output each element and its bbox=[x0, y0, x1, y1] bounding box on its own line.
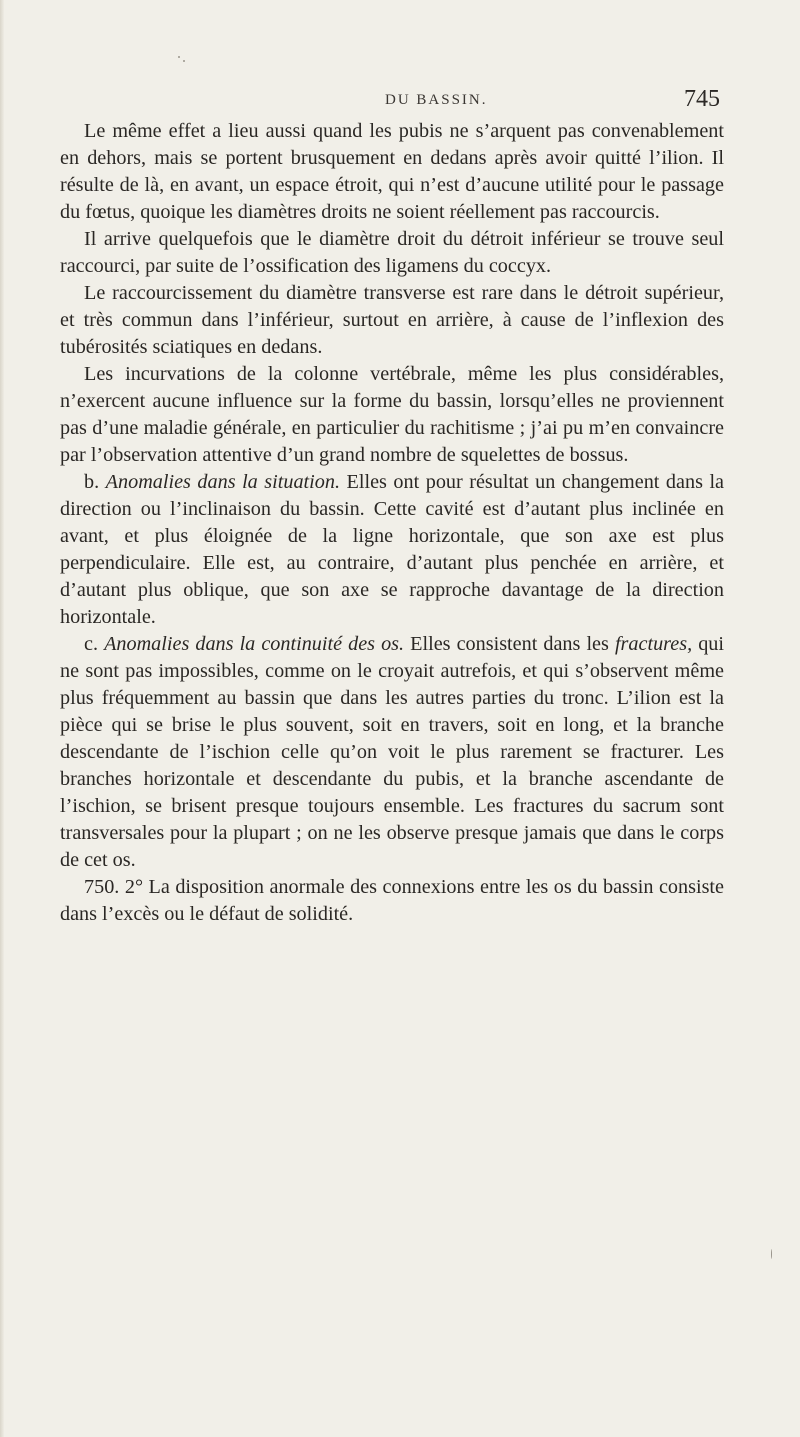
item-letter: c. bbox=[84, 633, 105, 655]
paragraph-1: Le même effet a lieu aussi quand les pubis ne s’arquent pas convenablement en dehors, mais se portent brusquement en dedans après avoir quitté l’ilion. Il résulte de là, en avant, un espace étroit, qui n’est d’aucune utilité pour le passage du fœtus, quoique les diamètres droits ne soient réellement pas raccourcis. bbox=[60, 120, 724, 223]
paragraph-continuite bbox=[60, 631, 724, 874]
paper-speck bbox=[178, 56, 180, 58]
paragraph-750: 750. 2° La disposition anormale des connexions entre les os du bassin consiste dans l’excès ou le défaut de solidité. bbox=[60, 876, 724, 925]
page-edge bbox=[0, 0, 4, 1437]
paragraph-text: Elles ont pour résultat un changement dans la direction ou l’inclinaison du bassin. Cette cavité est d’autant plus inclinée en avant, et plus éloignée de la ligne horizontale, que son axe est plus perpendiculaire. Elle est, au contraire, d’autant plus penchée en arrière, et d’autant plus oblique, que son axe se rapproche davantage de la direction horizontale. bbox=[60, 471, 725, 628]
paper-speck bbox=[183, 60, 185, 62]
page-header bbox=[60, 86, 720, 120]
body-text bbox=[60, 118, 724, 928]
paper-speck bbox=[771, 1249, 772, 1259]
paragraph-2: Il arrive quelquefois que le diamètre droit du détroit inférieur se trouve seul raccourci, par suite de l’ossification des ligamens du coccyx. bbox=[60, 228, 724, 277]
paragraph-4: Les incurvations de la colonne vertébrale, même les plus considérables, n’exercent aucune influence sur la forme du bassin, lorsqu’elles ne proviennent pas d’une maladie générale, en particulier du rachitisme ; j’ai pu m’en convaincre par l’observation attentive d’un grand nombre de squelettes de bossus. bbox=[60, 363, 724, 466]
paragraph-text: qui ne sont pas impossibles, comme on le croyait autrefois, et qui s’observent même plus fréquemment au bassin que dans les autres parties du tronc. L’ilion est la pièce qui se brise le plus souvent, soit en travers, soit en long, et la branche descendante de l’ischion celle qu’on voit le plus rarement se fracturer. Les branches horizontale et descendante du pubis, et la branche ascendante de l’ischion, se brisent presque toujours ensemble. Les fractures du sacrum sont transversales pour la plupart ; on ne les observe presque jamais que dans le corps de cet os. bbox=[60, 633, 724, 871]
section-title-situation: Anomalies dans la situation. bbox=[105, 471, 341, 493]
section-title-continuite: Anomalies dans la continuité des os. bbox=[104, 633, 405, 655]
paragraph-text: Elles consistent dans les bbox=[404, 633, 615, 655]
paragraph-3: Le raccourcissement du diamètre transverse est rare dans le détroit supérieur, et très commun dans l’inférieur, surtout en arrière, à cause de l’inflexion des tubérosités sciatiques en dedans. bbox=[60, 282, 724, 358]
paragraph-situation bbox=[60, 469, 724, 631]
page-number: 745 bbox=[684, 86, 720, 112]
item-letter: b. bbox=[84, 471, 106, 493]
term-fractures: fractures, bbox=[614, 633, 693, 655]
running-head: DU BASSIN. bbox=[385, 92, 488, 108]
